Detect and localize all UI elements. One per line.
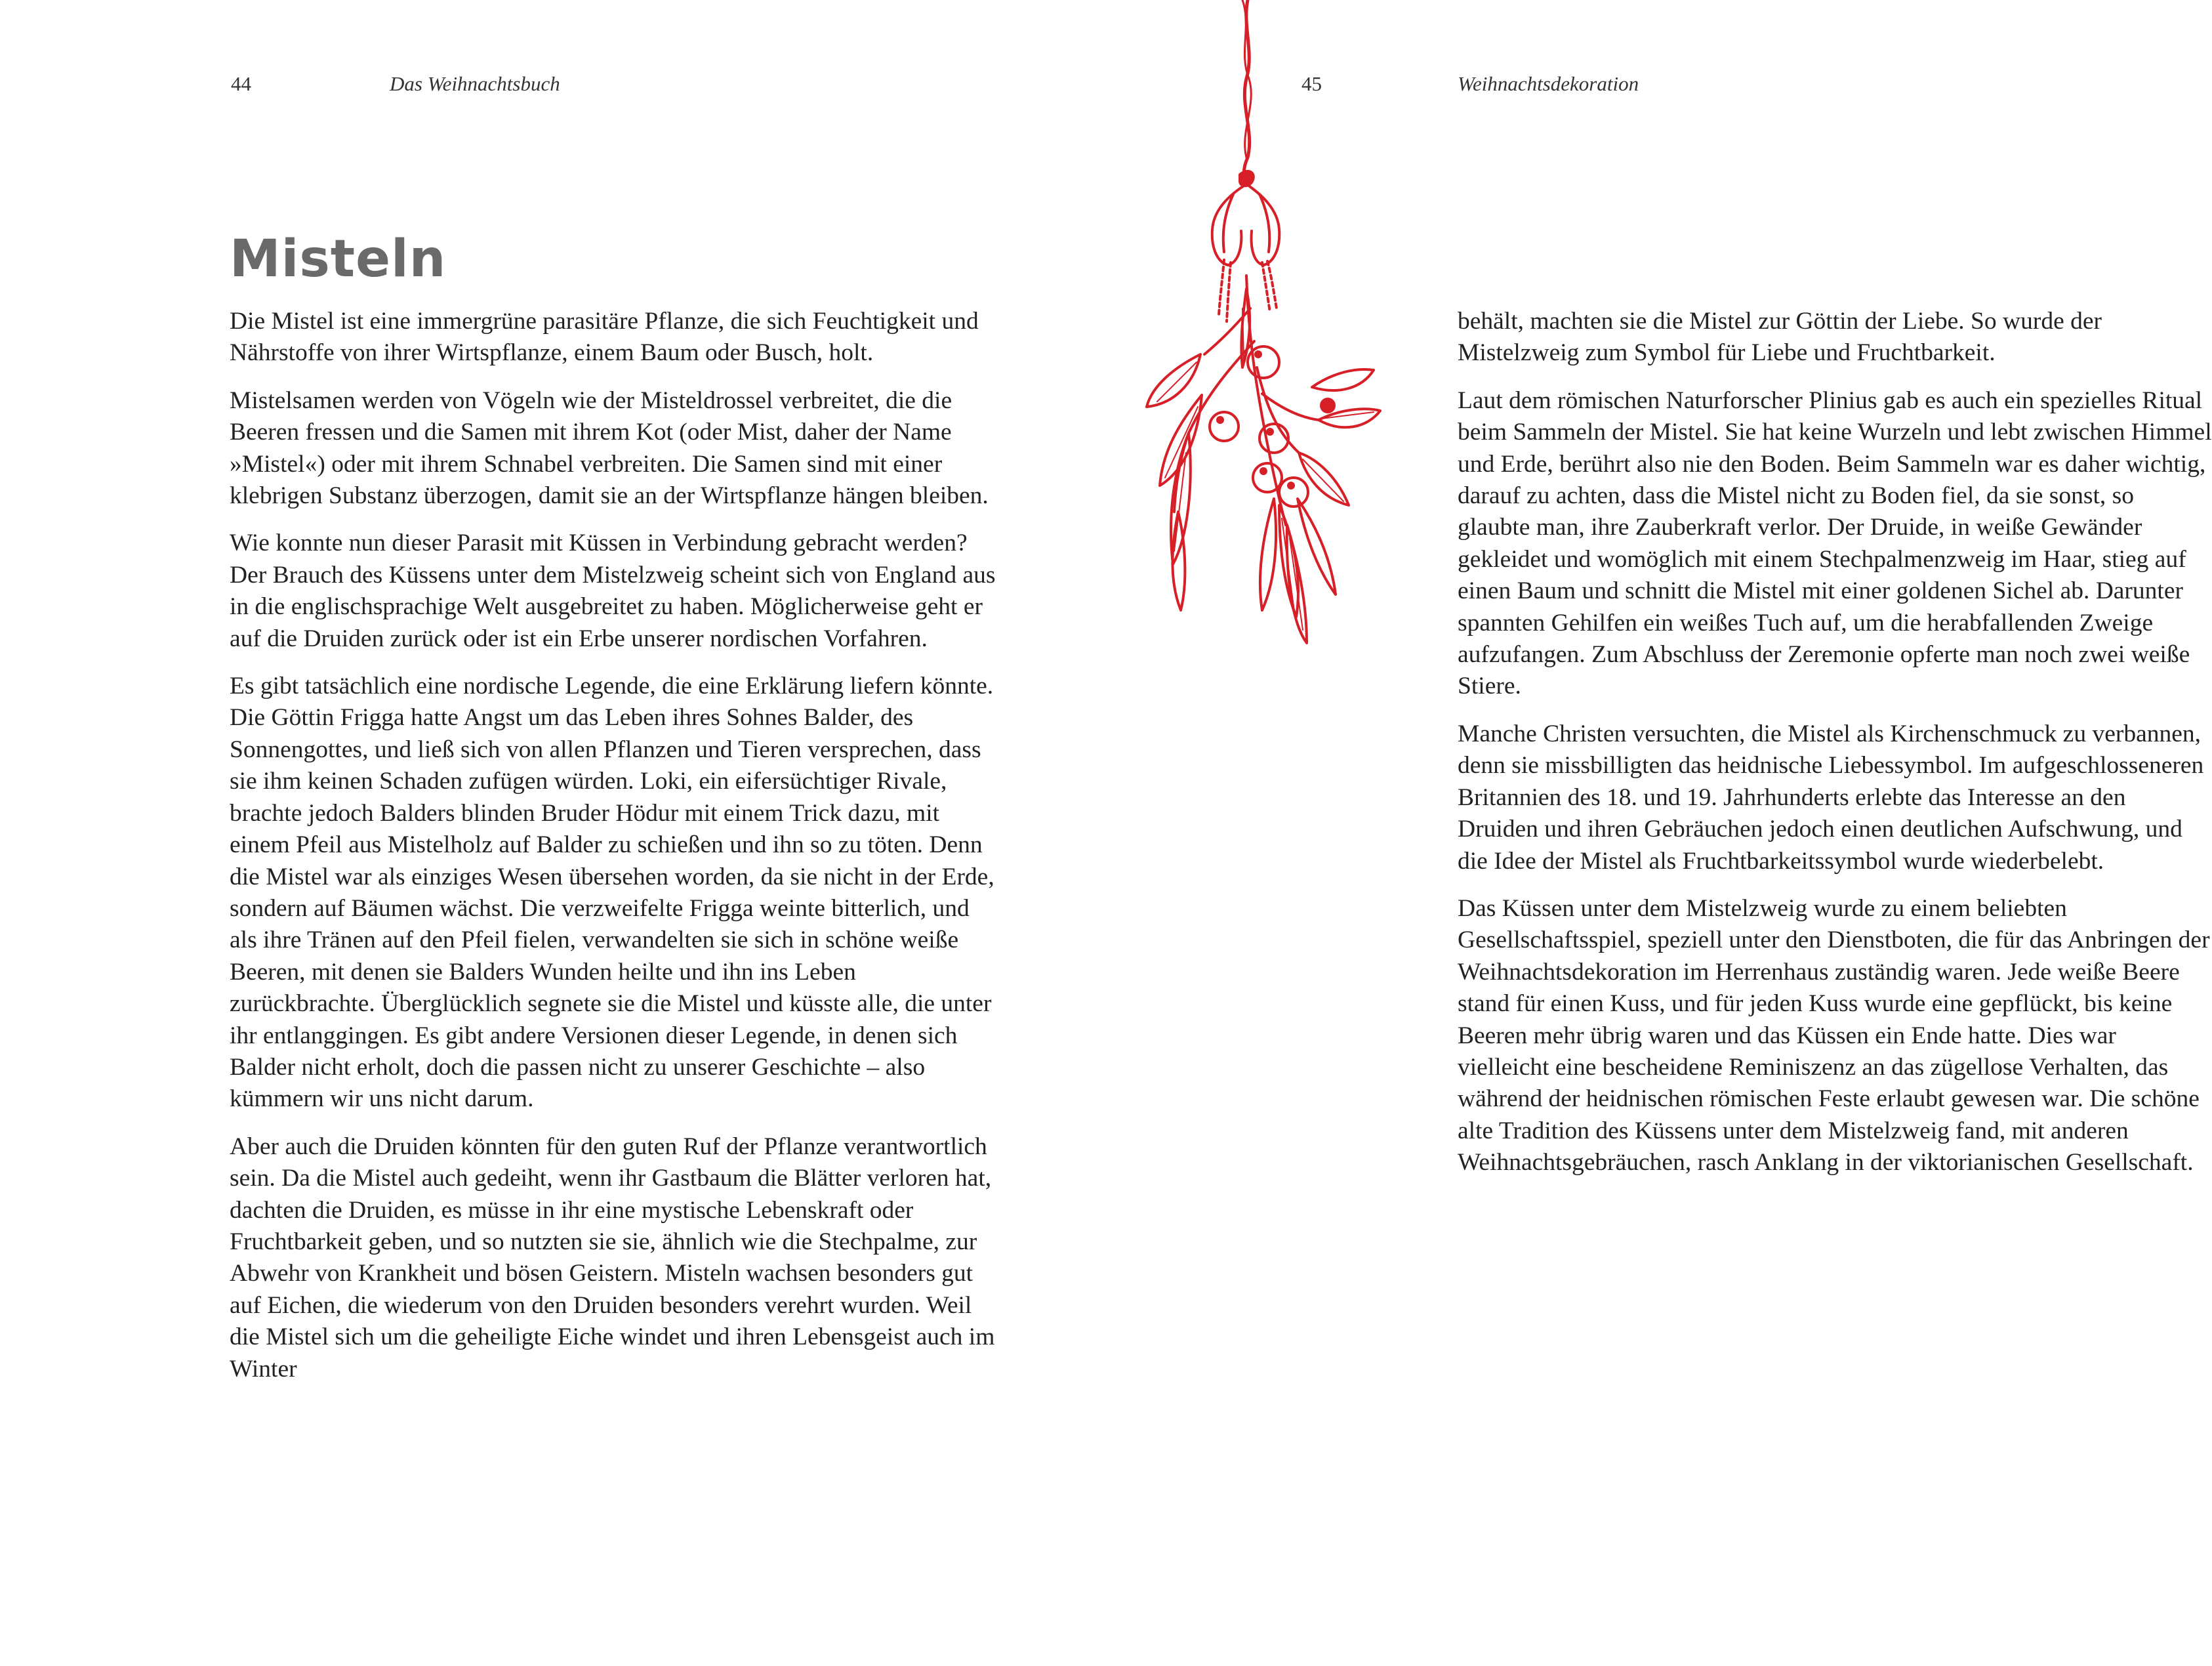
page-number-right: 45 [1301,72,1322,95]
page-number-left: 44 [231,72,251,95]
running-title-right: Weihnachtsdekoration [1458,72,1639,95]
paragraph: Mistelsamen werden von Vögeln wie der Misteldrossel verbreitet, die die Beeren fressen und die Samen mit ihrem Kot (oder Mist, daher der Name »Mistel«) oder mit ihrem Schnabel verbreiten. Die Samen sind mit einer klebrigen Substanz überzogen, damit sie an der Wirtspflanze hängen bleiben. [230,386,989,510]
right-text-column [1458,306,2212,1195]
chapter-title: Misteln [230,230,447,289]
paragraph: behält, machten sie die Mistel zur Göttin der Liebe. So wurde der Mistelzweig zum Symbol für Liebe und Fruchtbarkeit. [1458,308,2102,367]
left-text-column [230,306,997,1401]
paragraph: Manche Christen versuchten, die Mistel als Kirchenschmuck zu verbannen, denn sie missbilligten das heidnische Liebessymbol. Im aufgeschlosseneren Britannien des 18. und 19. Jahrhunderts erlebte das Interesse an den Druiden und ihren Gebräuchen jedoch einen deutlichen Aufschwung, und die Idee der Mistel als Fruchtbarkeitssymbol wurde wiederbelebt. [1458,720,2204,875]
paragraph: Das Küssen unter dem Mistelzweig wurde zu einem beliebten Gesellschaftsspiel, speziell unter den Dienstboten, die für das Anbringen der Weihnachtsdekoration im Herrenhaus zuständig waren. Jede weiße Beere stand für einen Kuss, und für jeden Kuss wurde eine gepflückt, bis keine Beeren mehr übrig waren und das Küssen ein Ende hatte. Dies war vielleicht eine bescheidene Reminiszenz an das zügellose Verhalten, das während der heidnischen römischen Feste erlaubt gewesen war. Die schöne alte Tradition des Küssens unter dem Mistelzweig fand, mit anderen Weihnachtsgebräuchen, rasch Anklang in der viktorianischen Gesellschaft. [1458,894,2210,1177]
mistletoe-icon [1102,0,1404,682]
paragraph: Laut dem römischen Naturforscher Plinius gab es auch ein spezielles Ritual beim Sammeln der Mistel. Sie hat keine Wurzeln und lebt zwischen Himmel und Erde, berührt also nie den Boden. Beim Sammeln war es daher wichtig, darauf zu achten, dass die Mistel nicht zu Boden fiel, da sie sonst, so glaubte man, ihre Zauberkraft verlor. Der Druide, in weiße Gewänder gekleidet und womöglich mit einem Stechpalmenzweig im Haar, stieg auf einen Baum und schnitt die Mistel mit einer goldenen Sichel ab. Darunter spannten Gehilfen ein weißes Tuch auf, um die herabfallenden Zweige aufzufangen. Zum Abschluss der Zeremonie opferte man noch zwei weiße Stiere. [1458,386,2212,700]
running-title-left: Das Weihnachtsbuch [390,72,560,95]
left-page [0,0,1061,1666]
paragraph: Die Mistel ist eine immergrüne parasitäre Pflanze, die sich Feuchtigkeit und Nährstoffe von ihrer Wirtspflanze, einem Baum oder Busch, holt. [230,308,979,367]
paragraph: Aber auch die Druiden könnten für den guten Ruf der Pflanze verantwortlich sein. Da die Mistel auch gedeiht, wenn ihr Gastbaum die Blätter verloren hat, dachten die Druiden, es müsse in ihr eine mystische Lebenskraft oder Fruchtbarkeit geben, und so nutzten sie sie, ähnlich wie die Stechpalme, zur Abwehr von Krankheit und bösen Geistern. Misteln wachsen besonders gut auf Eichen, die wiederum von den Druiden besonders verehrt wurden. Weil die Mistel sich um die geheiligte Eiche windet und ihren Lebensgeist auch im Winter [230,1133,995,1383]
paragraph: Es gibt tatsächlich eine nordische Legende, die eine Erklärung liefern könnte. Die Göttin Frigga hatte Angst um das Leben ihres Sohnes Balder, des Sonnengottes, und ließ sich von allen Pflanzen und Tieren versprechen, dass sie ihm keinen Schaden zufügen würden. Loki, ein eifersüchtiger Rivale, brachte jedoch Balders blinden Bruder Hödur mit einem Trick dazu, mit einem Pfeil aus Mistelholz auf Balder zu schießen und ihn so zu töten. Denn die Mistel war als einziges Wesen übersehen worden, da sie nicht in der Erde, sondern auf Bäumen wächst. Die verzweifelte Frigga weinte bitterlich, und als ihre Tränen auf den Pfeil fielen, verwandelten sie sich in schöne weiße Beeren, mit denen sie Balders Wunden heilte und ihn ins Leben zurückbrachte. Überglücklich segnete sie die Mistel und küsste alle, die unter ihr entlanggingen. Es gibt andere Versionen dieser Legende, in denen sich Balder nicht erholt, doch die passen nicht zu unserer Geschichte – also kümmern wir uns nicht darum. [230,673,994,1113]
paragraph: Wie konnte nun dieser Parasit mit Küssen in Verbindung gebracht werden? Der Brauch des Küssens unter dem Mistelzweig scheint sich von England aus in die englischsprachige Welt ausgebreitet zu haben. Möglicherweise geht er auf die Druiden zurück oder ist ein Erbe unserer nordischen Vorfahren. [230,530,996,652]
